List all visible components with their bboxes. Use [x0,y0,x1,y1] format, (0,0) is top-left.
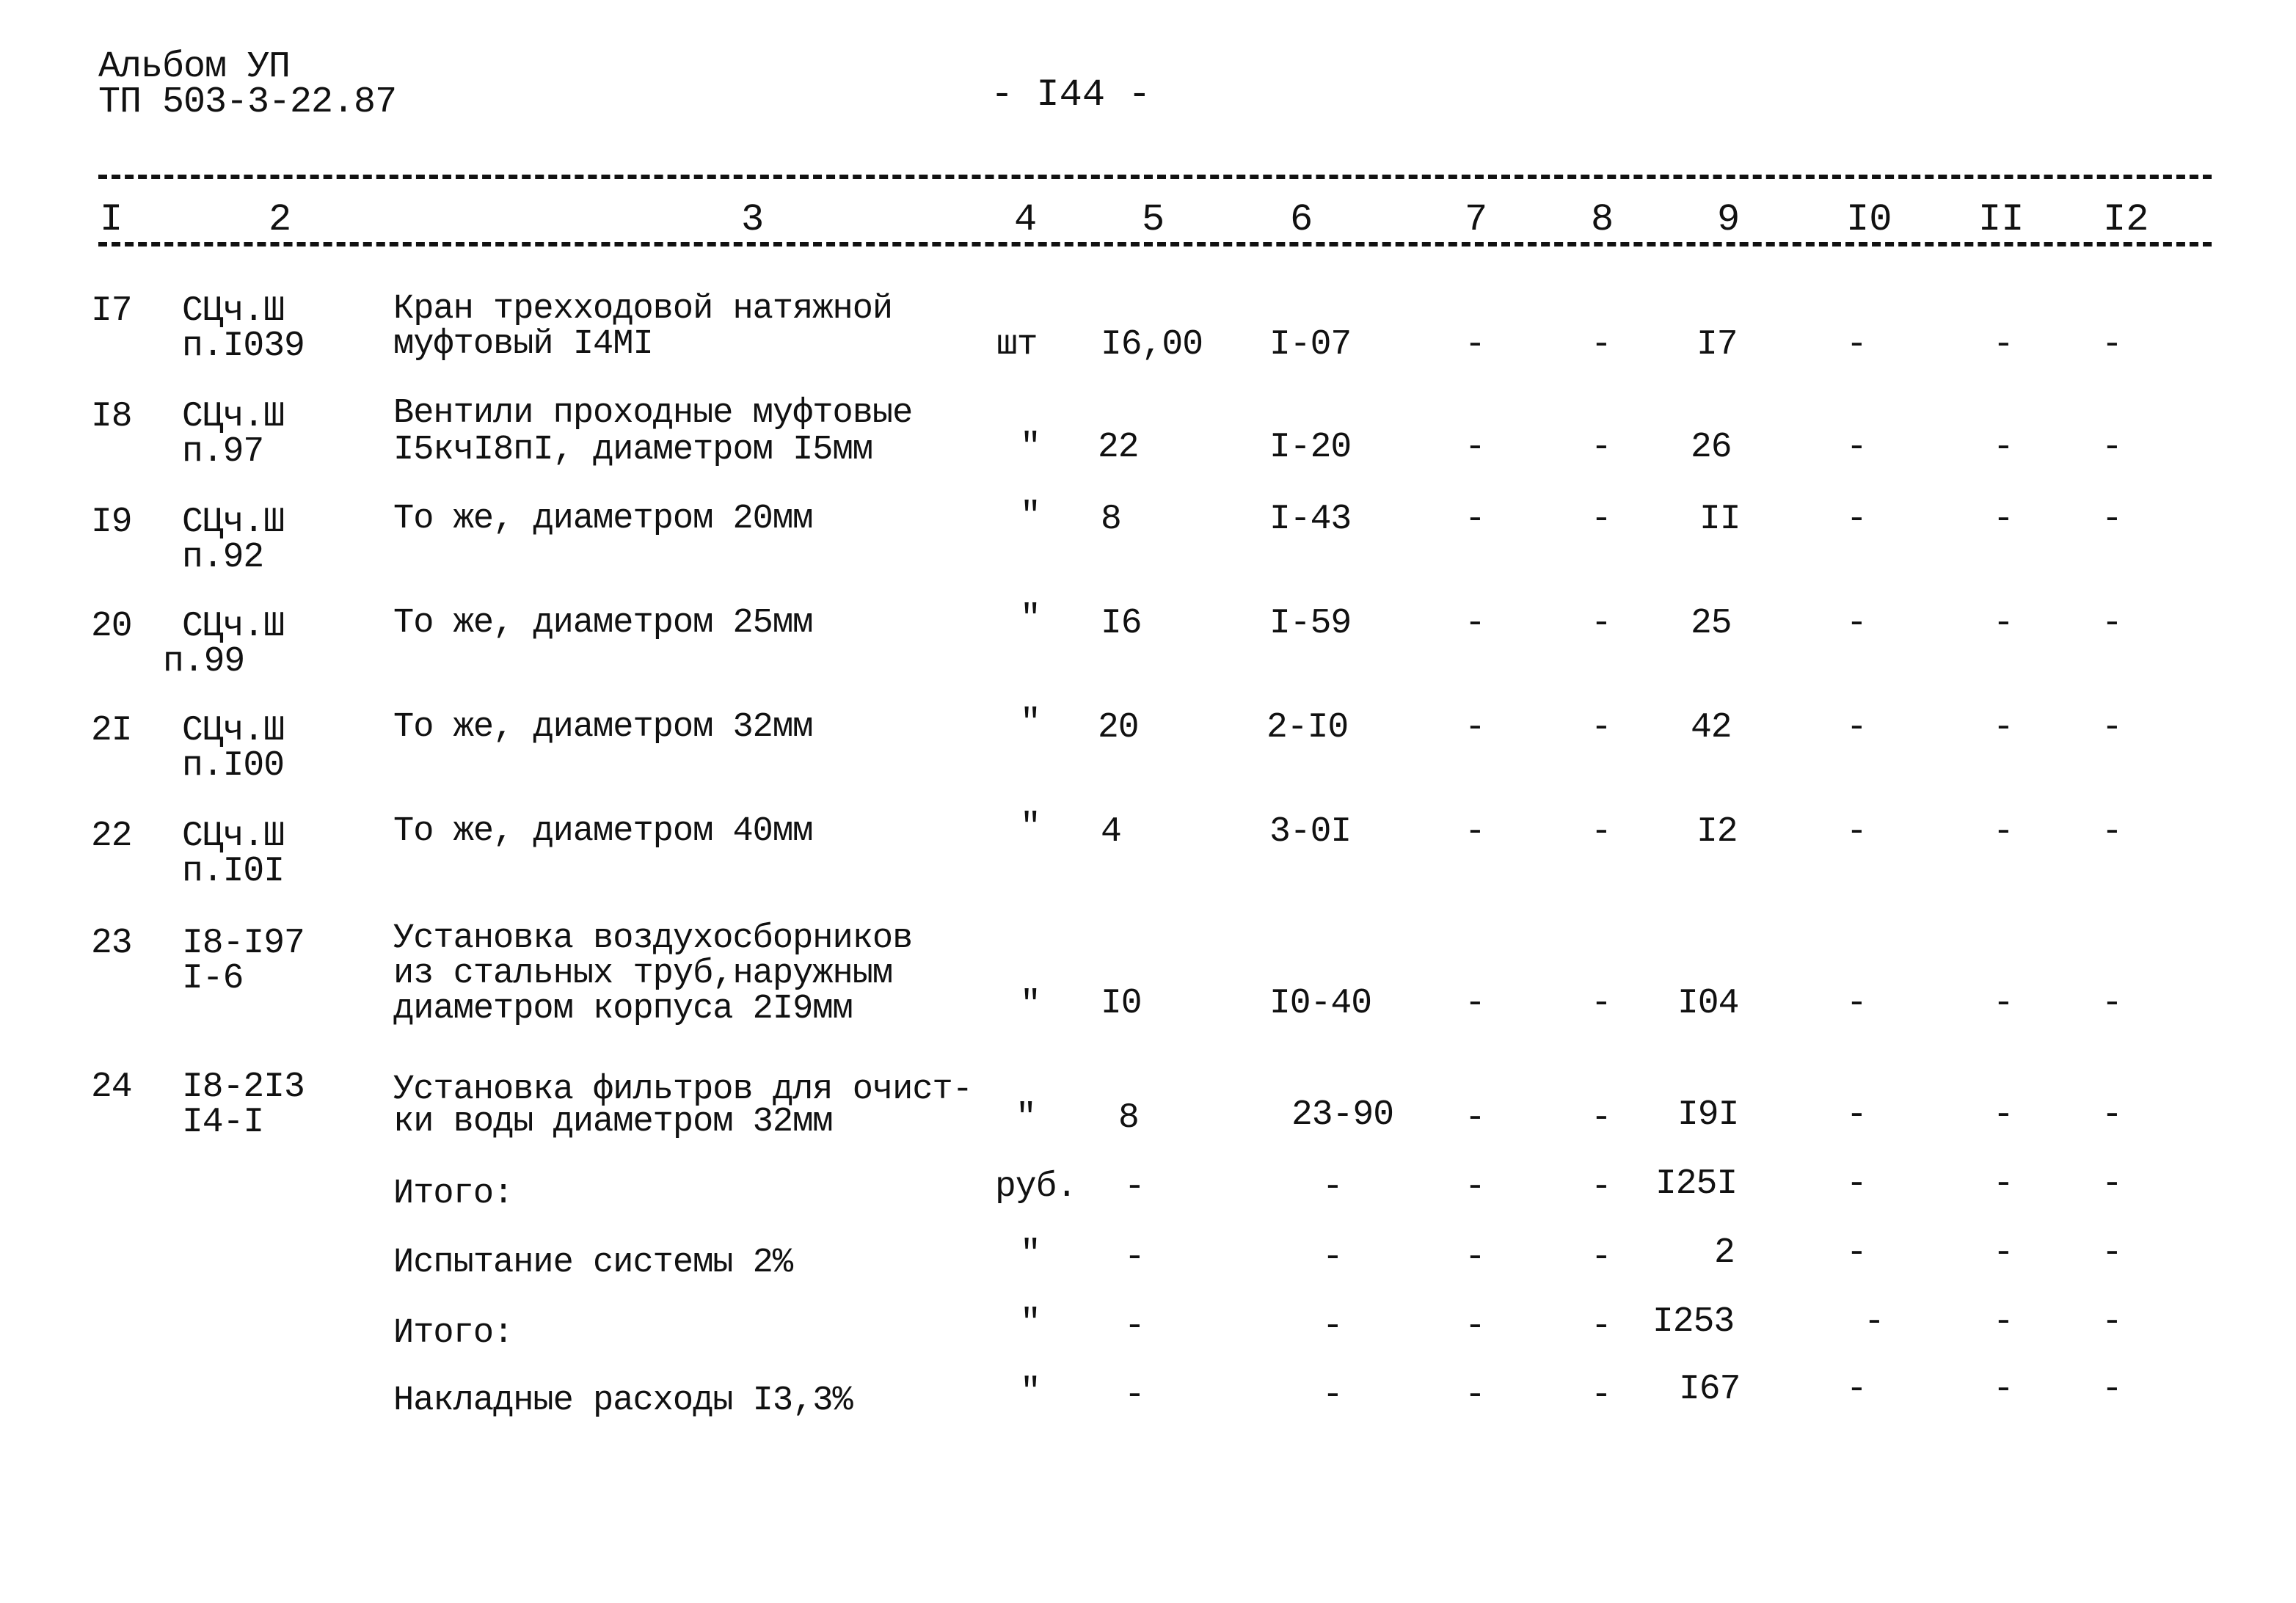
row-col9: 26 [1691,428,1732,467]
column-number: 8 [1591,198,1614,241]
top-dashed-rule [98,175,2212,179]
row-number: 24 [91,1067,132,1107]
row-unit: " [1020,497,1041,536]
row-col7: - [1465,428,1485,467]
row-col10: - [1846,812,1867,852]
total-col7: - [1465,1238,1485,1277]
row-quantity: 22 [1098,428,1139,467]
row-number: 22 [91,817,132,856]
total-price: - [1322,1238,1343,1277]
total-col7: - [1465,1167,1485,1207]
row-reference: п.I0I [182,852,285,891]
total-col10: - [1846,1164,1867,1204]
total-col8: - [1591,1376,1611,1415]
column-number: II [1978,198,2025,241]
row-unit: " [1020,808,1041,847]
row-col10: - [1846,604,1867,643]
column-number: 9 [1717,198,1741,241]
total-col9: I25I [1655,1164,1738,1204]
row-number: 20 [91,607,132,646]
total-col8: - [1591,1238,1611,1277]
row-description: Кран трехходовой натяжной [393,290,893,329]
total-col9: 2 [1714,1233,1735,1273]
row-reference: I8-I97 [182,924,305,963]
row-price: I0-40 [1269,984,1372,1023]
row-unit: " [1016,1098,1036,1138]
total-label: Накладные расходы I3,3% [393,1381,853,1420]
row-col8: - [1591,604,1611,643]
row-col12: - [2102,500,2122,539]
row-description: Установка воздухосборников [393,919,913,958]
row-description: ки воды диаметром 32мм [393,1103,833,1142]
row-price: 2-I0 [1267,708,1349,748]
row-number: 23 [91,924,132,963]
row-col8: - [1591,1098,1611,1138]
total-col10: - [1864,1302,1884,1342]
row-col7: - [1465,500,1485,539]
total-price: - [1322,1167,1343,1207]
total-label: Испытание системы 2% [393,1244,793,1282]
total-label: Итого: [393,1175,514,1213]
row-col12: - [2102,708,2122,748]
row-quantity: 8 [1101,500,1121,539]
row-reference: п.I039 [182,326,305,366]
total-unit: " [1020,1304,1041,1343]
row-col10: - [1846,1095,1867,1135]
row-col10: - [1846,984,1867,1023]
column-number: 2 [269,198,292,241]
column-number: 4 [1014,198,1038,241]
row-quantity: 8 [1118,1098,1139,1138]
row-col7: - [1465,984,1485,1023]
total-quantity: - [1124,1376,1145,1415]
row-reference: I8-2I3 [182,1067,305,1107]
row-quantity: 20 [1098,708,1139,748]
total-label: Итого: [393,1314,514,1353]
row-col8: - [1591,500,1611,539]
column-number: 7 [1465,198,1488,241]
row-reference: СЦч.Ш [182,817,285,856]
row-col7: - [1465,812,1485,852]
total-col11: - [1993,1233,2013,1273]
row-col11: - [1993,812,2013,852]
total-quantity: - [1124,1307,1145,1346]
row-col9: II [1699,500,1741,539]
row-col9: 25 [1691,604,1732,643]
row-number: 2I [91,711,132,751]
row-description: То же, диаметром 40мм [393,812,813,851]
row-col7: - [1465,325,1485,365]
row-description: То же, диаметром 32мм [393,708,813,747]
row-reference: СЦч.Ш [182,397,285,437]
column-number: I [100,198,123,241]
row-col11: - [1993,428,2013,467]
row-col10: - [1846,325,1867,365]
row-col10: - [1846,500,1867,539]
row-col11: - [1993,1095,2013,1135]
total-col10: - [1846,1233,1867,1273]
row-description: диаметром корпуса 2I9мм [393,990,853,1029]
row-col8: - [1591,984,1611,1023]
row-col8: - [1591,428,1611,467]
row-col7: - [1465,604,1485,643]
row-reference: п.I00 [182,746,285,786]
total-quantity: - [1124,1167,1145,1207]
total-col8: - [1591,1167,1611,1207]
total-col7: - [1465,1376,1485,1415]
total-col8: - [1591,1307,1611,1346]
row-price: I-20 [1269,428,1352,467]
row-col10: - [1846,708,1867,748]
row-description: I5кчI8пI, диаметром I5мм [393,431,872,470]
row-description: из стальных труб,наружным [393,954,893,993]
row-col9: I7 [1697,325,1738,365]
row-col7: - [1465,1098,1485,1138]
row-col9: I04 [1677,984,1739,1023]
row-reference: п.92 [182,538,264,577]
row-col8: - [1591,325,1611,365]
total-col9: I253 [1652,1302,1735,1342]
row-price: I-43 [1269,500,1352,539]
row-description: Вентили проходные муфтовые [393,394,913,433]
row-number: I8 [91,397,132,437]
row-unit: " [1020,599,1041,639]
row-price: I-59 [1269,604,1352,643]
row-col12: - [2102,984,2122,1023]
row-col10: - [1846,428,1867,467]
row-unit: " [1020,428,1041,467]
column-number: 3 [741,198,765,241]
row-reference: СЦч.Ш [182,503,285,542]
row-number: I9 [91,503,132,542]
row-col12: - [2102,1095,2122,1135]
total-unit: " [1020,1373,1041,1412]
row-col12: - [2102,812,2122,852]
row-reference: п.99 [163,642,245,682]
row-quantity: 4 [1101,812,1121,852]
row-col9: I9I [1677,1095,1739,1135]
row-col12: - [2102,604,2122,643]
total-price: - [1322,1376,1343,1415]
total-price: - [1322,1307,1343,1346]
total-unit: " [1020,1235,1041,1274]
total-col11: - [1993,1302,2013,1342]
row-description: муфтовый I4МI [393,325,653,364]
total-unit: руб. [995,1167,1077,1207]
row-unit: шт [996,325,1038,365]
row-col12: - [2102,428,2122,467]
row-price: 3-0I [1269,812,1352,852]
page-number: - I44 - [991,73,1151,117]
total-col12: - [2102,1164,2122,1204]
row-quantity: I0 [1101,984,1142,1023]
row-col8: - [1591,708,1611,748]
total-col12: - [2102,1370,2122,1409]
row-col12: - [2102,325,2122,365]
row-col9: 42 [1691,708,1732,748]
column-number: I2 [2103,198,2149,241]
row-col7: - [1465,708,1485,748]
row-price: 23-90 [1291,1095,1394,1135]
total-col11: - [1993,1164,2013,1204]
row-col9: I2 [1697,812,1738,852]
row-reference: I-6 [182,959,244,998]
row-col11: - [1993,604,2013,643]
row-reference: СЦч.Ш [182,607,285,646]
total-col12: - [2102,1233,2122,1273]
row-col8: - [1591,812,1611,852]
row-reference: I4-I [182,1103,264,1142]
column-number: 5 [1142,198,1165,241]
document-code: ТП 503-3-22.87 [98,81,397,123]
column-number: I0 [1846,198,1892,241]
total-col12: - [2102,1302,2122,1342]
column-number: 6 [1290,198,1313,241]
album-label: Альбом УП [98,46,291,88]
header-dashed-rule [98,242,2212,247]
row-reference: СЦч.Ш [182,291,285,331]
row-quantity: I6 [1101,604,1142,643]
total-col9: I67 [1679,1370,1741,1409]
row-description: Установка фильтров для очист- [393,1070,972,1109]
total-col7: - [1465,1307,1485,1346]
row-description: То же, диаметром 20мм [393,500,813,538]
row-unit: " [1020,704,1041,743]
row-quantity: I6,00 [1101,325,1203,365]
row-reference: СЦч.Ш [182,711,285,751]
row-description: То же, диаметром 25мм [393,604,813,643]
total-quantity: - [1124,1238,1145,1277]
row-number: I7 [91,291,132,331]
row-price: I-07 [1269,325,1352,365]
row-col11: - [1993,500,2013,539]
row-reference: п.97 [182,432,264,472]
row-col11: - [1993,708,2013,748]
row-unit: " [1020,985,1041,1025]
row-col11: - [1993,325,2013,365]
row-col11: - [1993,984,2013,1023]
total-col11: - [1993,1370,2013,1409]
total-col10: - [1846,1370,1867,1409]
